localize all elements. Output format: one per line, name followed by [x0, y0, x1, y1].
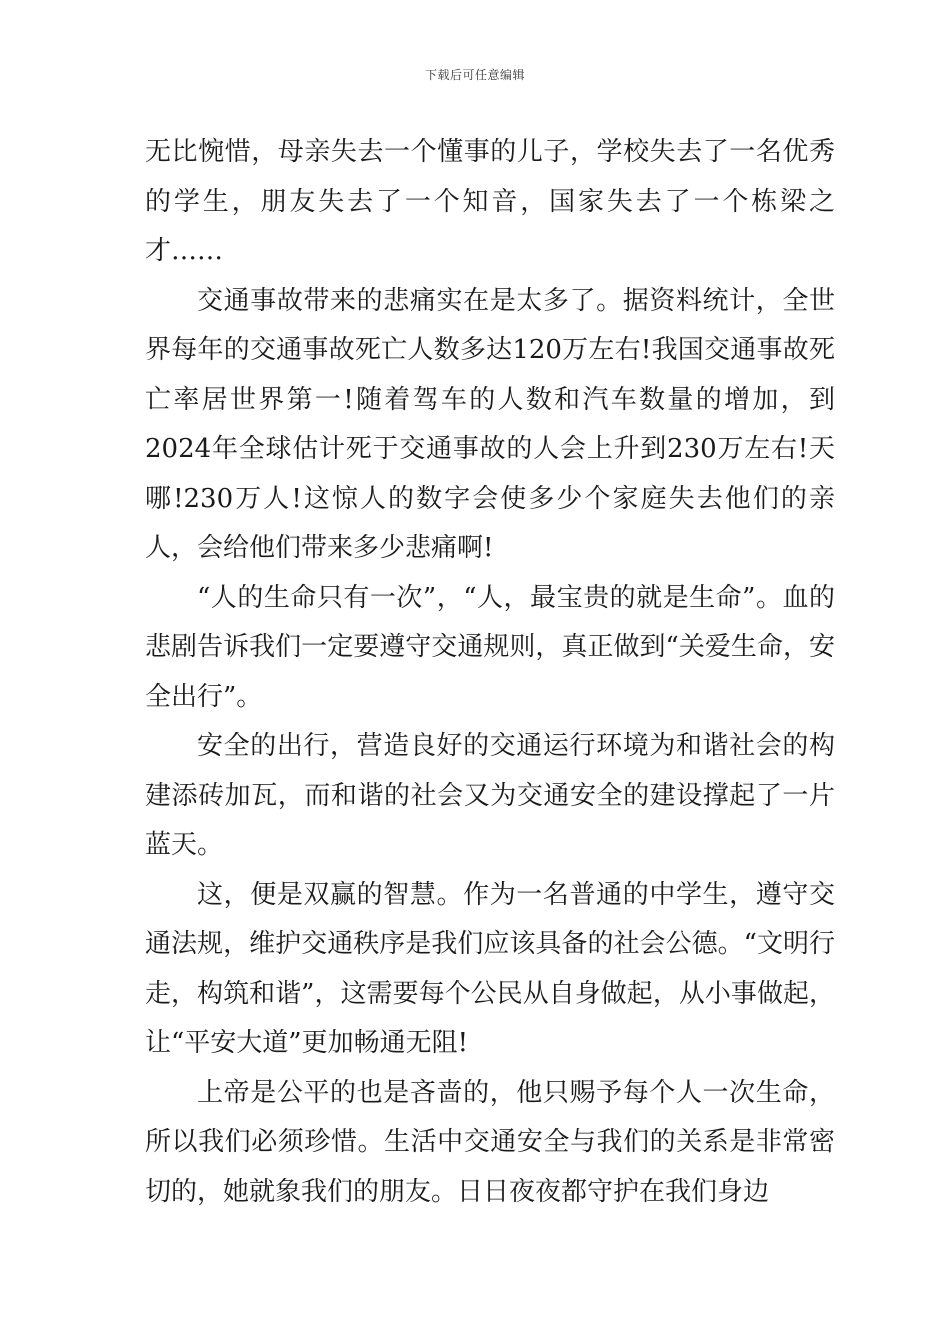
paragraph-continuation: 无比惋惜，母亲失去一个懂事的儿子，学校失去了一名优秀的学生，朋友失去了一个知音，国家失去了一个栋梁之才……: [145, 137, 835, 266]
document-body: [145, 128, 835, 1217]
paragraph-life-value: “人的生命只有一次”，“人，最宝贵的就是生命”。血的悲剧告诉我们一定要遵守交通规则，真正做到“关爱生命，安全出行”。: [145, 582, 835, 712]
paragraph-harmony: 安全的出行，营造良好的交通运行环境为和谐社会的构建添砖加瓦，而和谐的社会又为交通安全的建设撑起了一片蓝天。: [145, 731, 835, 860]
page-header: 下载后可任意编辑: [424, 68, 525, 82]
paragraph-statistics: 交通事故带来的悲痛实在是太多了。据资料统计，全世界每年的交通事故死亡人数多达120万左右!我国交通事故死亡率居世界第一!随着驾车的人数和汽车数量的增加，到2024年全球估计死于交通事故的人会上升到230万左右!天哪!230万人!这惊人的数字会使多少个家庭失去他们的亲人，会给他们带来多少悲痛啊!: [145, 285, 835, 563]
paragraph-cherish-life: 上帝是公平的也是吝啬的，他只赐予每个人一次生命，所以我们必须珍惜。生活中交通安全与我们的关系是非常密切的，她就象我们的朋友。日日夜夜都守护在我们身边: [145, 1077, 835, 1207]
paragraph-student-duty: 这，便是双赢的智慧。作为一名普通的中学生，遵守交通法规，维护交通秩序是我们应该具备的社会公德。“文明行走，构筑和谐”，这需要每个公民从自身做起，从小事做起，让“平安大道”更加畅通无阻!: [145, 879, 835, 1058]
